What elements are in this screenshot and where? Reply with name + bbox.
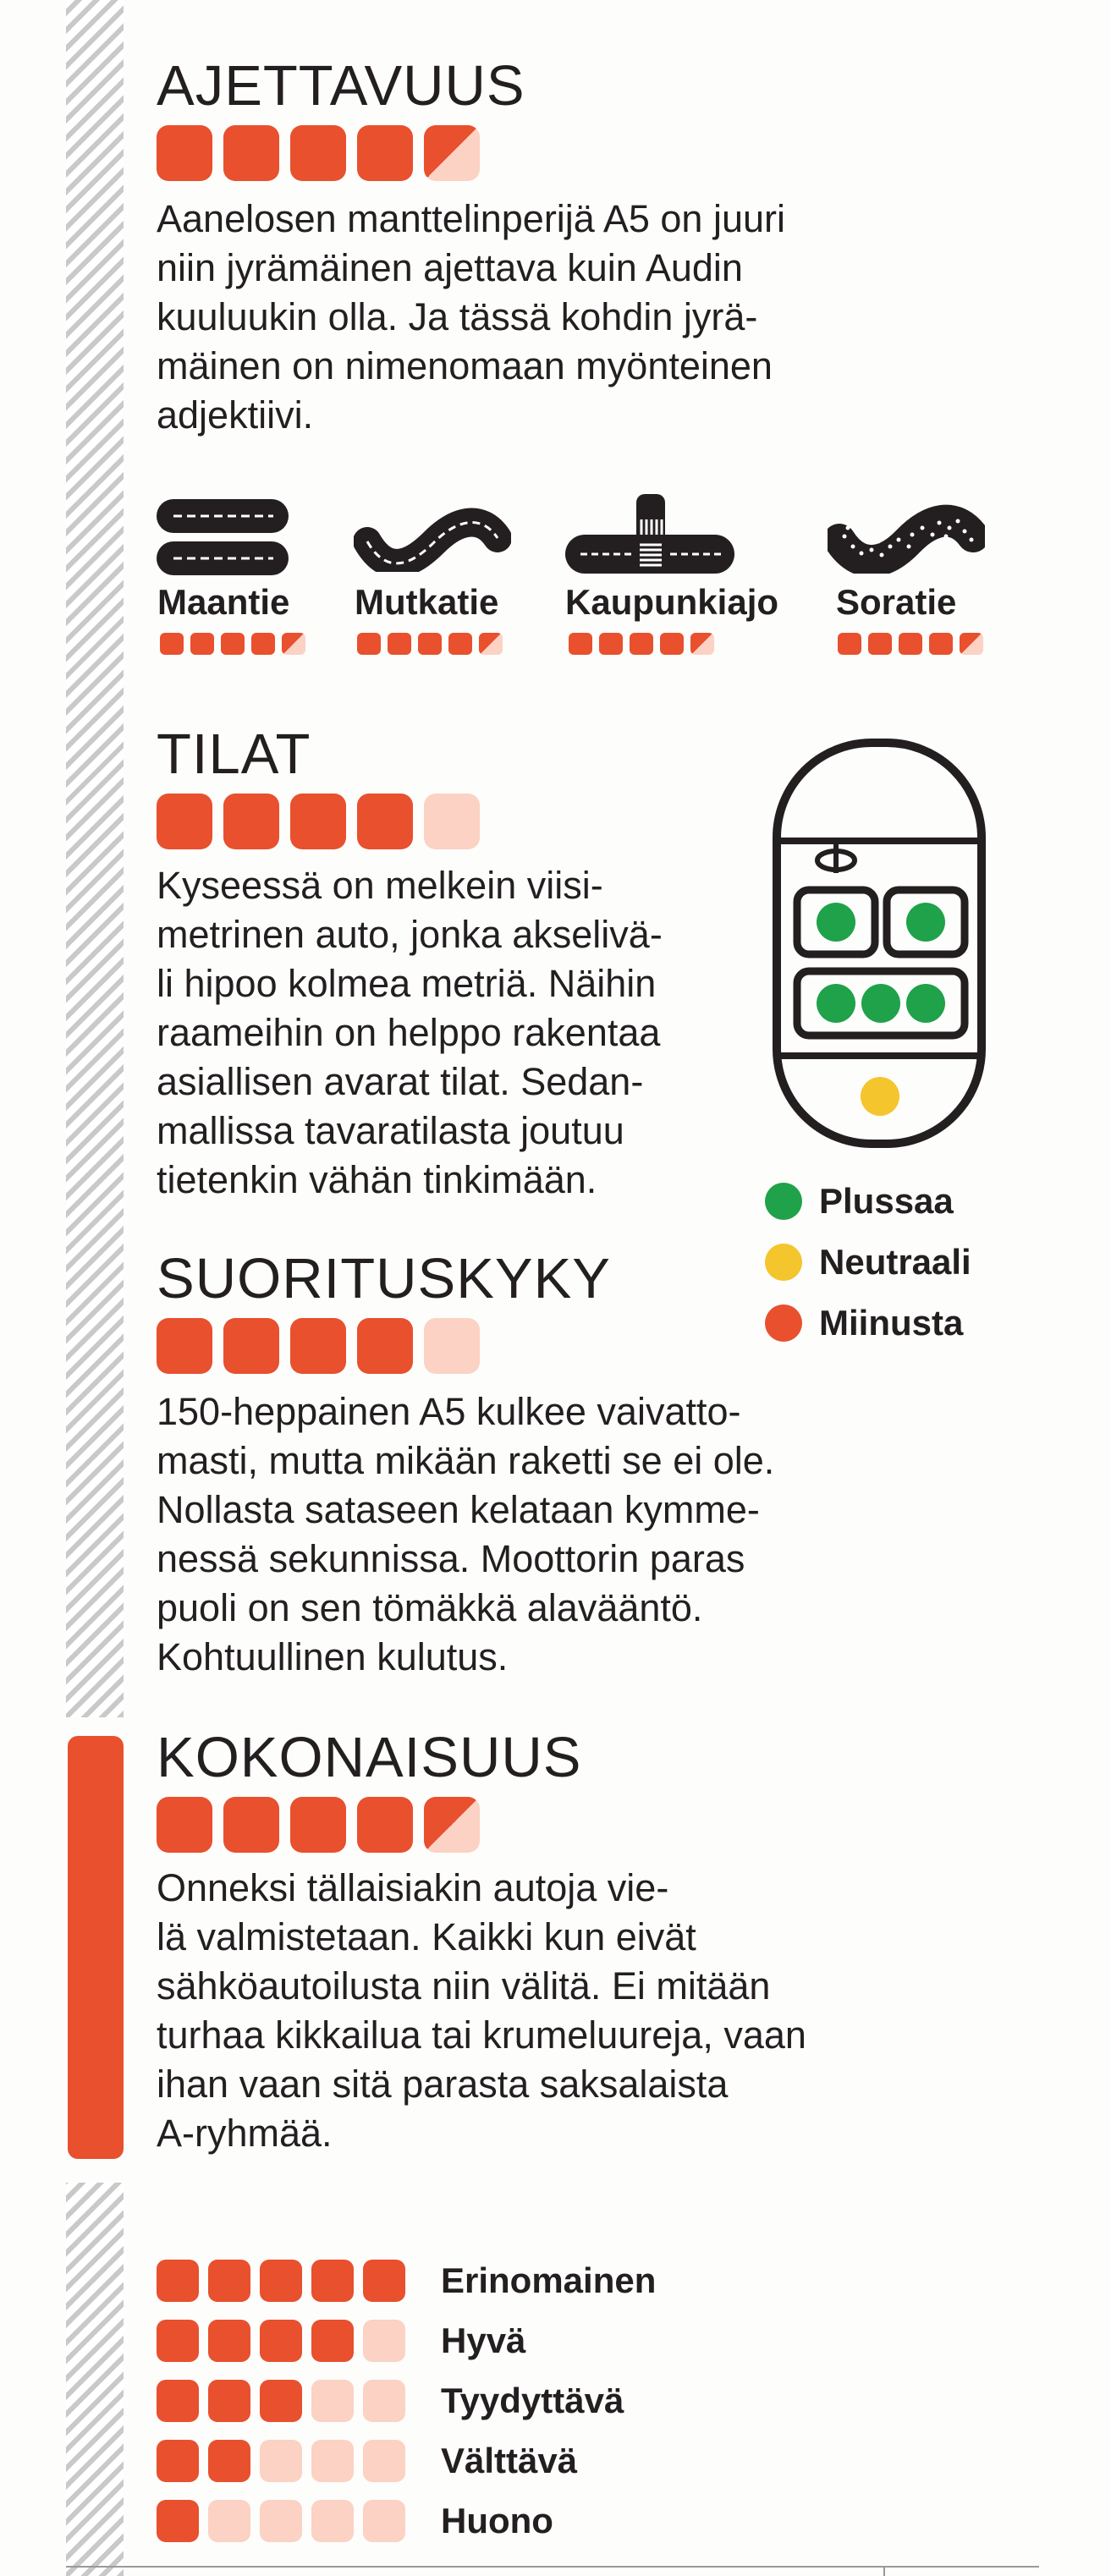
bottom-rule-tick [883,2566,885,2576]
rating-square-half [282,633,305,655]
body-line: turhaa kikkailua tai krumeluureja, vaan [157,2013,806,2057]
rating-square-filled [448,633,472,655]
rating-square-filled [208,2380,250,2422]
body-line: kuuluukin olla. Ja tässä kohdin jyrä- [157,295,758,338]
accent-bar [68,1736,124,2159]
legend-item-plus [765,1171,971,1232]
body-line: 150-heppainen A5 kulkee vaivatto- [157,1390,741,1433]
rating-square-empty [311,2380,354,2422]
rating-square-filled [251,633,275,655]
rating-square-half [479,633,503,655]
seat-back-right [906,984,945,1023]
body-line: puoli on sen tömäkkä alavääntö. [157,1586,703,1629]
gravel-road-icon [828,503,985,578]
rating-square-half [960,633,983,655]
rating-square-empty [311,2440,354,2482]
rating-square-half [690,633,714,655]
rating-square-filled [157,2440,199,2482]
rating-square-empty [311,2500,354,2542]
rating-kokonaisuus [157,1797,480,1853]
rating-square-filled [290,1797,346,1853]
scale-row [157,2370,656,2430]
rating-square-filled [157,2500,199,2542]
road-label-maantie: Maantie [157,582,290,622]
rating-square-filled [157,1797,212,1853]
rating-square-filled [208,2260,250,2302]
rating-square-filled [290,794,346,849]
rating-square-filled [157,794,212,849]
rating-square-filled [630,633,653,655]
highway-icon [155,497,290,583]
rating-square-filled [260,2380,302,2422]
scale-row [157,2250,656,2310]
section-body-kokonaisuus [157,1864,806,2158]
body-line: niin jyrämäinen ajettava kuin Audin [157,246,743,289]
city-road-icon [564,487,736,579]
scale-stars [157,2380,405,2422]
plus-dot-icon [765,1183,802,1220]
scale-stars [157,2320,405,2362]
rating-square-filled [357,1318,413,1374]
rating-square-filled [223,125,279,181]
rating-square-empty [424,794,480,849]
body-line: mäinen on nimenomaan myönteinen [157,344,773,387]
rating-square-filled [929,633,953,655]
rating-square-filled [160,633,184,655]
rating-mutkatie [357,633,503,655]
rating-square-filled [157,2380,199,2422]
rating-square-filled [190,633,214,655]
seat-front-left [817,903,855,942]
rating-square-filled [311,2260,354,2302]
rating-square-filled [223,1318,279,1374]
winding-road-icon [354,504,511,576]
section-title-suorituskyky: SUORITUSKYKY [157,1247,611,1310]
rating-square-filled [388,633,411,655]
rating-square-empty [363,2500,405,2542]
rating-square-filled [363,2260,405,2302]
rating-square-filled [221,633,245,655]
body-line: Nollasta sataseen kelataan kymme- [157,1488,760,1531]
body-line: masti, mutta mikään raketti se ei ole. [157,1439,775,1482]
body-line: asiallisen avarat tilat. Sedan- [157,1060,644,1103]
road-label-soratie: Soratie [836,582,957,622]
body-line: li hipoo kolmea metriä. Näihin [157,962,657,1005]
rating-square-empty [260,2500,302,2542]
body-line: A-ryhmää. [157,2112,333,2155]
section-body-ajettavuus [157,195,785,440]
scale-label: Välttävä [441,2440,578,2480]
scale-label: Hyvä [441,2320,526,2360]
rating-square-filled [290,1318,346,1374]
section-title-tilat: TILAT [157,722,311,786]
rating-square-empty [424,1318,480,1374]
seat-back-left [817,984,855,1023]
body-line: nessä sekunnissa. Moottorin paras [157,1537,745,1580]
section-body-suorituskyky [157,1387,774,1682]
rating-soratie [838,633,983,655]
body-line: lä valmistetaan. Kaikki kun eivät [157,1915,696,1958]
body-line: adjektiivi. [157,393,314,437]
legend-label: Neutraali [819,1242,971,1282]
rating-square-filled [223,1797,279,1853]
scale-stars [157,2260,405,2302]
hatch-strip-bottom [66,2183,124,2576]
rating-square-filled [569,633,592,655]
legend-item-neutral [765,1232,971,1293]
rating-square-filled [357,1797,413,1853]
body-line: Onneksi tällaisiakin autoja vie- [157,1866,669,1909]
rating-square-filled [357,633,381,655]
rating-square-filled [157,125,212,181]
rating-square-empty [208,2500,250,2542]
rating-square-filled [157,2260,199,2302]
rating-square-filled [208,2320,250,2362]
rating-square-filled [660,633,684,655]
rating-ajettavuus [157,125,480,181]
rating-suorituskyky [157,1318,480,1374]
rating-square-filled [157,2320,199,2362]
rating-square-filled [311,2320,354,2362]
hatch-strip-top [66,0,124,1717]
rating-tilat [157,794,480,849]
rating-scale [157,2250,656,2551]
scale-label: Huono [441,2500,553,2540]
rating-square-filled [260,2320,302,2362]
body-line: metrinen auto, jonka akselivä- [157,913,663,956]
bottom-rule [66,2566,1039,2568]
rating-square-empty [260,2440,302,2482]
body-line: ihan vaan sitä parasta saksalaista [157,2062,729,2106]
minus-dot-icon [765,1304,802,1342]
rating-square-empty [363,2440,405,2482]
rating-maantie [160,633,305,655]
rating-square-half [424,125,480,181]
road-label-kaupunkiajo: Kaupunkiajo [565,582,779,622]
rating-square-filled [290,125,346,181]
rating-square-filled [838,633,861,655]
seat-diagram [772,738,987,1153]
rating-square-filled [223,794,279,849]
scale-stars [157,2440,405,2482]
rating-square-filled [357,125,413,181]
body-line: Aanelosen manttelinperijä A5 on juuri [157,197,785,240]
rating-square-filled [599,633,623,655]
road-label-mutkatie: Mutkatie [355,582,499,622]
rating-square-filled [418,633,442,655]
legend [765,1171,971,1354]
rating-square-filled [157,1318,212,1374]
rating-kaupunkiajo [569,633,714,655]
rating-square-filled [899,633,922,655]
legend-item-minus [765,1293,971,1354]
section-title-kokonaisuus: KOKONAISUUS [157,1726,582,1789]
scale-label: Erinomainen [441,2260,657,2300]
scale-row [157,2310,656,2370]
scale-row [157,2430,656,2491]
body-line: raameihin on helppo rakentaa [157,1011,661,1054]
legend-label: Miinusta [819,1303,964,1343]
rating-square-empty [363,2380,405,2422]
rating-square-filled [868,633,892,655]
body-line: mallissa tavaratilasta joutuu [157,1109,624,1152]
body-line: sähköautoilusta niin välitä. Ei mitään [157,1964,771,2008]
scale-row [157,2491,656,2551]
rating-square-empty [363,2320,405,2362]
scale-stars [157,2500,405,2542]
rating-square-filled [357,794,413,849]
legend-label: Plussaa [819,1181,954,1221]
neutral-dot-icon [765,1244,802,1281]
trunk-indicator [861,1077,899,1116]
rating-square-filled [208,2440,250,2482]
body-line: tietenkin vähän tinkimään. [157,1158,597,1201]
section-body-tilat [157,861,663,1205]
rating-square-filled [260,2260,302,2302]
section-title-ajettavuus: AJETTAVUUS [157,54,525,118]
rating-square-half [424,1797,480,1853]
seat-back-center [861,984,900,1023]
seat-front-right [906,903,945,942]
scale-label: Tyydyttävä [441,2380,624,2420]
body-line: Kyseessä on melkein viisi- [157,864,603,907]
body-line: Kohtuullinen kulutus. [157,1635,509,1678]
